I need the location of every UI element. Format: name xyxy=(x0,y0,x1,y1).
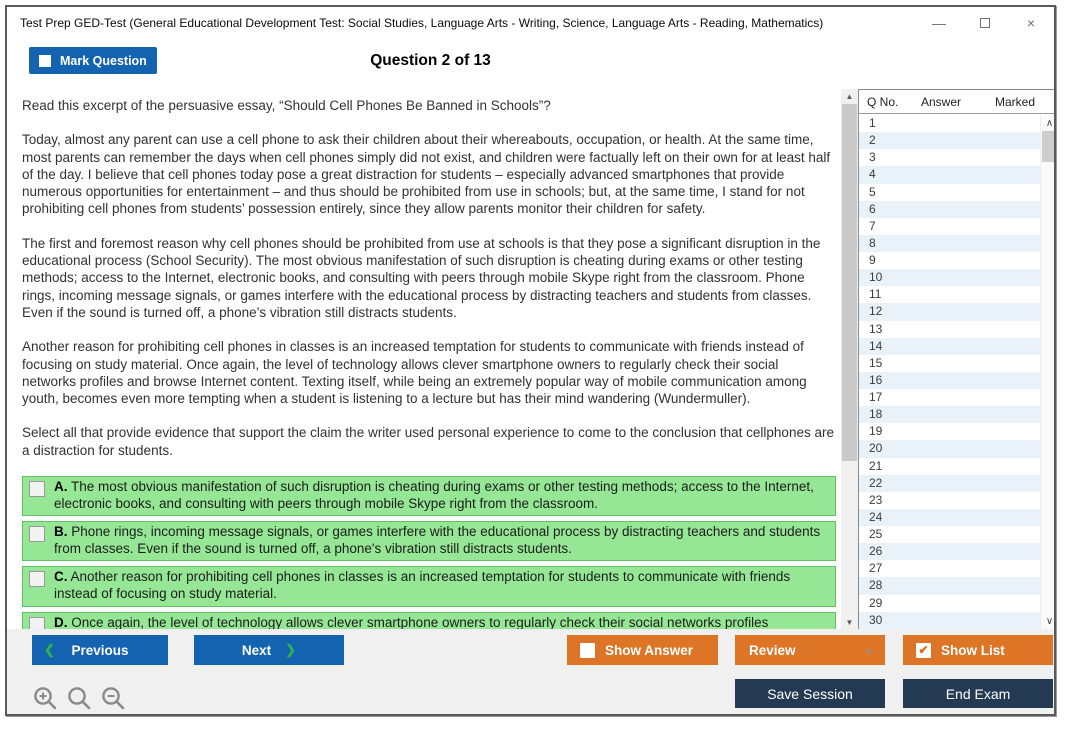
marked-cell xyxy=(981,269,1040,286)
q-no-cell: 24 xyxy=(869,509,883,524)
question-header xyxy=(7,39,1054,89)
marked-cell xyxy=(981,132,1040,149)
question-counter: Question 2 of 13 xyxy=(370,52,491,69)
question-row[interactable] xyxy=(859,577,1040,594)
answer-cell xyxy=(911,526,981,543)
panel-scrollbar-thumb[interactable] xyxy=(1042,131,1056,162)
marked-cell xyxy=(981,423,1040,440)
question-row[interactable] xyxy=(859,269,1040,286)
answer-cell xyxy=(911,149,981,166)
question-row[interactable] xyxy=(859,286,1040,303)
maximize-icon[interactable] xyxy=(962,7,1008,39)
answer-cell xyxy=(911,166,981,183)
answer-cell xyxy=(911,303,981,320)
marked-cell xyxy=(981,149,1040,166)
question-row[interactable] xyxy=(859,355,1040,372)
marked-cell xyxy=(981,406,1040,423)
scroll-up-icon[interactable]: ▲ xyxy=(845,91,854,101)
save-session-label: Save Session xyxy=(767,685,853,702)
question-list-rows xyxy=(859,115,1040,629)
question-list-header xyxy=(859,90,1056,114)
option-text: C. Another reason for prohibiting cell phones in classes is an increased temptation for students to communicate with friends instead of focusing on study material. xyxy=(54,569,791,602)
option-checkbox[interactable] xyxy=(29,617,45,629)
q-no-cell: 9 xyxy=(869,253,876,267)
answer-cell xyxy=(911,612,981,629)
q-no-cell: 4 xyxy=(869,167,876,182)
panel-scroll-down-icon[interactable]: ∨ xyxy=(1045,615,1054,627)
end-exam-label: End Exam xyxy=(945,685,1011,702)
passage-paragraph: The first and foremost reason why cell phones should be prohibited from use at schools is that they pose a significant disruption in the educational process (School Security). The most obvious manifestation of such disruption is cheating during exams or other testing methods; access to the Internet, electronic books, and consulting with peers through mobile Skype right from the classroom. Phone rings, incoming message signals, or games interfere with the educational process by distracting teachers and students from classes. Even if the sound is turned off, a phone’s vibration still distracts students. xyxy=(22,235,821,320)
marked-cell xyxy=(981,389,1040,406)
review-dropdown-button[interactable] xyxy=(735,635,885,665)
answer-cell xyxy=(911,286,981,303)
zoom-toolbar xyxy=(32,685,127,712)
content-area xyxy=(7,89,1056,629)
question-row[interactable] xyxy=(859,303,1040,320)
passage-paragraph: Today, almost any parent can use a cell phone to ask their children about their whereabouts, occupation, or health. At the same time, most parents can remember the days when cell phones simply did not exist, and children were factually left on their own for at least half of the day. I believe that cell phones today pose a great distraction for students – especially advanced smartphones that provide numerous opportunities for entertainment – and thus should be prohibited from use in schools; but, at the same time, I stand for not prohibiting cell phones from students’ possession entirely, since they allow parents monitor their children for safety. xyxy=(22,132,831,217)
marked-cell xyxy=(981,458,1040,475)
question-row[interactable] xyxy=(859,543,1040,560)
answer-cell xyxy=(911,269,981,286)
question-row[interactable] xyxy=(859,166,1040,183)
q-no-cell: 6 xyxy=(869,201,876,216)
show-list-checkbox: ✔ xyxy=(916,643,931,658)
marked-cell xyxy=(981,252,1040,269)
answer-cell xyxy=(911,492,981,509)
question-row[interactable] xyxy=(859,149,1040,166)
answer-cell xyxy=(911,115,981,132)
passage-paragraphs xyxy=(22,97,836,459)
question-list-body xyxy=(859,115,1056,629)
q-no-cell: 12 xyxy=(869,304,883,319)
q-no-cell: 10 xyxy=(869,270,883,285)
answer-options xyxy=(22,476,836,629)
footer-bar xyxy=(7,629,1056,716)
marked-cell xyxy=(981,201,1040,218)
marked-cell xyxy=(981,286,1040,303)
col-header-qno: Q No. xyxy=(867,95,899,109)
option-checkbox[interactable] xyxy=(29,481,45,497)
question-row[interactable] xyxy=(859,406,1040,423)
zoom-in-icon[interactable] xyxy=(32,685,59,712)
answer-option[interactable] xyxy=(22,476,836,516)
q-no-cell: 28 xyxy=(869,578,883,593)
window-controls xyxy=(916,7,1054,39)
question-row[interactable] xyxy=(859,321,1040,338)
answer-cell xyxy=(911,235,981,252)
main-scrollbar[interactable] xyxy=(841,89,858,629)
answer-cell xyxy=(911,218,981,235)
panel-scroll-up-icon[interactable]: ∧ xyxy=(1045,117,1054,129)
mark-question-label: Mark Question xyxy=(60,53,147,68)
q-no-cell: 27 xyxy=(869,561,883,576)
panel-scrollbar[interactable] xyxy=(1040,115,1056,629)
marked-cell xyxy=(981,612,1040,629)
question-row[interactable] xyxy=(859,612,1040,629)
option-text: B. Phone rings, incoming message signals, or games interfere with the educational process by distracting teachers and students from classes. Even if the sound is turned off, a phone's vibration still distracts students. xyxy=(54,524,821,556)
q-no-cell: 5 xyxy=(869,184,876,199)
show-list-button[interactable] xyxy=(903,635,1053,665)
marked-cell xyxy=(981,509,1040,526)
option-text: A. The most obvious manifestation of such disruption is cheating during exams or other testing methods; access to the Internet, electronic books, and consulting with peers through mobile Skype right from the classroom. xyxy=(54,479,814,511)
question-row[interactable] xyxy=(859,338,1040,355)
marked-cell xyxy=(981,166,1040,183)
show-answer-button[interactable] xyxy=(567,635,718,665)
q-no-cell: 17 xyxy=(869,390,883,404)
app-window xyxy=(5,5,1056,716)
next-chevron-icon: ❯ xyxy=(285,642,297,657)
marked-cell xyxy=(981,115,1040,132)
zoom-out-icon[interactable] xyxy=(100,685,127,712)
q-no-cell: 22 xyxy=(869,475,883,490)
review-label: Review xyxy=(749,642,796,658)
marked-cell xyxy=(981,560,1040,577)
answer-cell xyxy=(911,423,981,440)
q-no-cell: 11 xyxy=(869,287,882,302)
q-no-cell: 14 xyxy=(869,338,883,353)
q-no-cell: 30 xyxy=(869,612,883,627)
q-no-cell: 18 xyxy=(869,407,883,422)
option-checkbox[interactable] xyxy=(29,526,45,542)
question-row[interactable] xyxy=(859,492,1040,509)
answer-cell xyxy=(911,372,981,389)
marked-cell xyxy=(981,218,1040,235)
q-no-cell: 23 xyxy=(869,492,883,507)
maximize-box-glyph xyxy=(980,18,990,28)
question-row[interactable] xyxy=(859,509,1040,526)
answer-cell xyxy=(911,355,981,372)
answer-option[interactable] xyxy=(22,612,836,629)
answer-cell xyxy=(911,132,981,149)
marked-cell xyxy=(981,577,1040,594)
answer-cell xyxy=(911,201,981,218)
title-bar xyxy=(7,7,1054,39)
answer-cell xyxy=(911,184,981,201)
question-pane xyxy=(7,89,858,629)
scroll-down-icon[interactable]: ▼ xyxy=(845,617,854,627)
marked-cell xyxy=(981,338,1040,355)
question-row[interactable] xyxy=(859,560,1040,577)
question-row[interactable] xyxy=(859,389,1040,406)
window-title: Test Prep GED-Test (General Educational Development Test: Social Studies, Language Arts - Writing, Science, Language Arts - Reading, Mathematics) xyxy=(20,16,824,30)
show-list-label: Show List xyxy=(941,642,1005,658)
show-answer-label: Show Answer xyxy=(605,642,694,658)
q-no-cell: 16 xyxy=(869,372,883,387)
previous-chevron-icon: ❮ xyxy=(44,642,55,657)
marked-cell xyxy=(981,235,1040,252)
col-header-marked: Marked xyxy=(995,95,1036,109)
question-row[interactable] xyxy=(859,458,1040,475)
answer-cell xyxy=(911,509,981,526)
marked-cell xyxy=(981,440,1040,457)
answer-cell xyxy=(911,595,981,612)
end-exam-button[interactable] xyxy=(903,679,1053,708)
question-row[interactable] xyxy=(859,115,1040,132)
question-row[interactable] xyxy=(859,440,1040,457)
answer-cell xyxy=(911,406,981,423)
marked-cell xyxy=(981,526,1040,543)
previous-button[interactable] xyxy=(32,635,168,665)
zoom-reset-icon[interactable] xyxy=(66,685,93,712)
save-session-button[interactable] xyxy=(735,679,885,708)
answer-option[interactable] xyxy=(22,521,836,561)
close-icon[interactable]: × xyxy=(1026,15,1036,31)
answer-cell xyxy=(911,389,981,406)
q-no-cell: 8 xyxy=(869,235,876,250)
col-header-answer: Answer xyxy=(921,95,962,109)
passage-paragraph: Select all that provide evidence that support the claim the writer used personal experience to come to the conclusion that cellphones are a distraction for students. xyxy=(22,425,834,458)
marked-cell xyxy=(981,303,1040,320)
question-row[interactable] xyxy=(859,201,1040,218)
option-checkbox[interactable] xyxy=(29,571,45,587)
q-no-cell: 21 xyxy=(869,458,883,473)
question-row[interactable] xyxy=(859,252,1040,269)
passage-and-options xyxy=(22,97,836,629)
question-list-panel xyxy=(858,89,1056,629)
marked-cell xyxy=(981,475,1040,492)
answer-cell xyxy=(911,252,981,269)
next-label: Next xyxy=(241,642,272,658)
answer-cell xyxy=(911,458,981,475)
marked-cell xyxy=(981,355,1040,372)
question-row[interactable] xyxy=(859,235,1040,252)
answer-cell xyxy=(911,321,981,338)
option-text: D. Once again, the level of technology allows clever smartphone owners to regularly check their social networks profiles xyxy=(54,614,769,629)
q-no-cell: 20 xyxy=(869,441,883,456)
previous-label: Previous xyxy=(71,642,129,658)
answer-cell xyxy=(911,543,981,560)
q-no-cell: 2 xyxy=(869,133,876,148)
answer-cell xyxy=(911,440,981,457)
question-row[interactable] xyxy=(859,526,1040,543)
q-no-cell: 3 xyxy=(869,150,876,165)
question-row[interactable] xyxy=(859,475,1040,492)
question-row[interactable] xyxy=(859,132,1040,149)
answer-cell xyxy=(911,577,981,594)
passage-paragraph: Read this excerpt of the persuasive essay, “Should Cell Phones Be Banned in Schools”? xyxy=(22,98,551,113)
marked-cell xyxy=(981,321,1040,338)
show-answer-checkbox xyxy=(580,643,595,658)
question-row[interactable] xyxy=(859,423,1040,440)
marked-cell xyxy=(981,595,1040,612)
answer-cell xyxy=(911,560,981,577)
q-no-cell: 26 xyxy=(869,544,883,559)
q-no-cell: 1 xyxy=(869,116,876,130)
q-no-cell: 29 xyxy=(869,595,883,610)
main-scrollbar-thumb[interactable] xyxy=(842,104,857,461)
question-row[interactable] xyxy=(859,218,1040,235)
marked-cell xyxy=(981,492,1040,509)
answer-option[interactable] xyxy=(22,566,836,606)
marked-cell xyxy=(981,372,1040,389)
passage-paragraph: Another reason for prohibiting cell phones in classes is an increased temptation for students to communicate with friends instead of focusing on study material. Once again, the level of technology allows clever smartphone owners to regularly check their social networks profiles and browse Internet content. Texting itself, while being an extremely popular way of mobile communication among youth, becomes even more tempting when a student is listening to a lecture but has their mind wandering (Wundermuller). xyxy=(22,339,807,407)
q-no-cell: 25 xyxy=(869,527,883,541)
marked-cell xyxy=(981,543,1040,560)
dropdown-triangle-icon: ▲ xyxy=(864,645,873,655)
next-button[interactable] xyxy=(194,635,344,665)
q-no-cell: 13 xyxy=(869,321,883,336)
question-row[interactable] xyxy=(859,595,1040,612)
answer-cell xyxy=(911,475,981,492)
marked-cell xyxy=(981,184,1040,201)
question-row[interactable] xyxy=(859,184,1040,201)
q-no-cell: 7 xyxy=(869,218,876,233)
answer-cell xyxy=(911,338,981,355)
q-no-cell: 15 xyxy=(869,355,883,370)
q-no-cell: 19 xyxy=(869,424,883,439)
minimize-icon[interactable]: — xyxy=(932,15,946,31)
question-row[interactable] xyxy=(859,372,1040,389)
